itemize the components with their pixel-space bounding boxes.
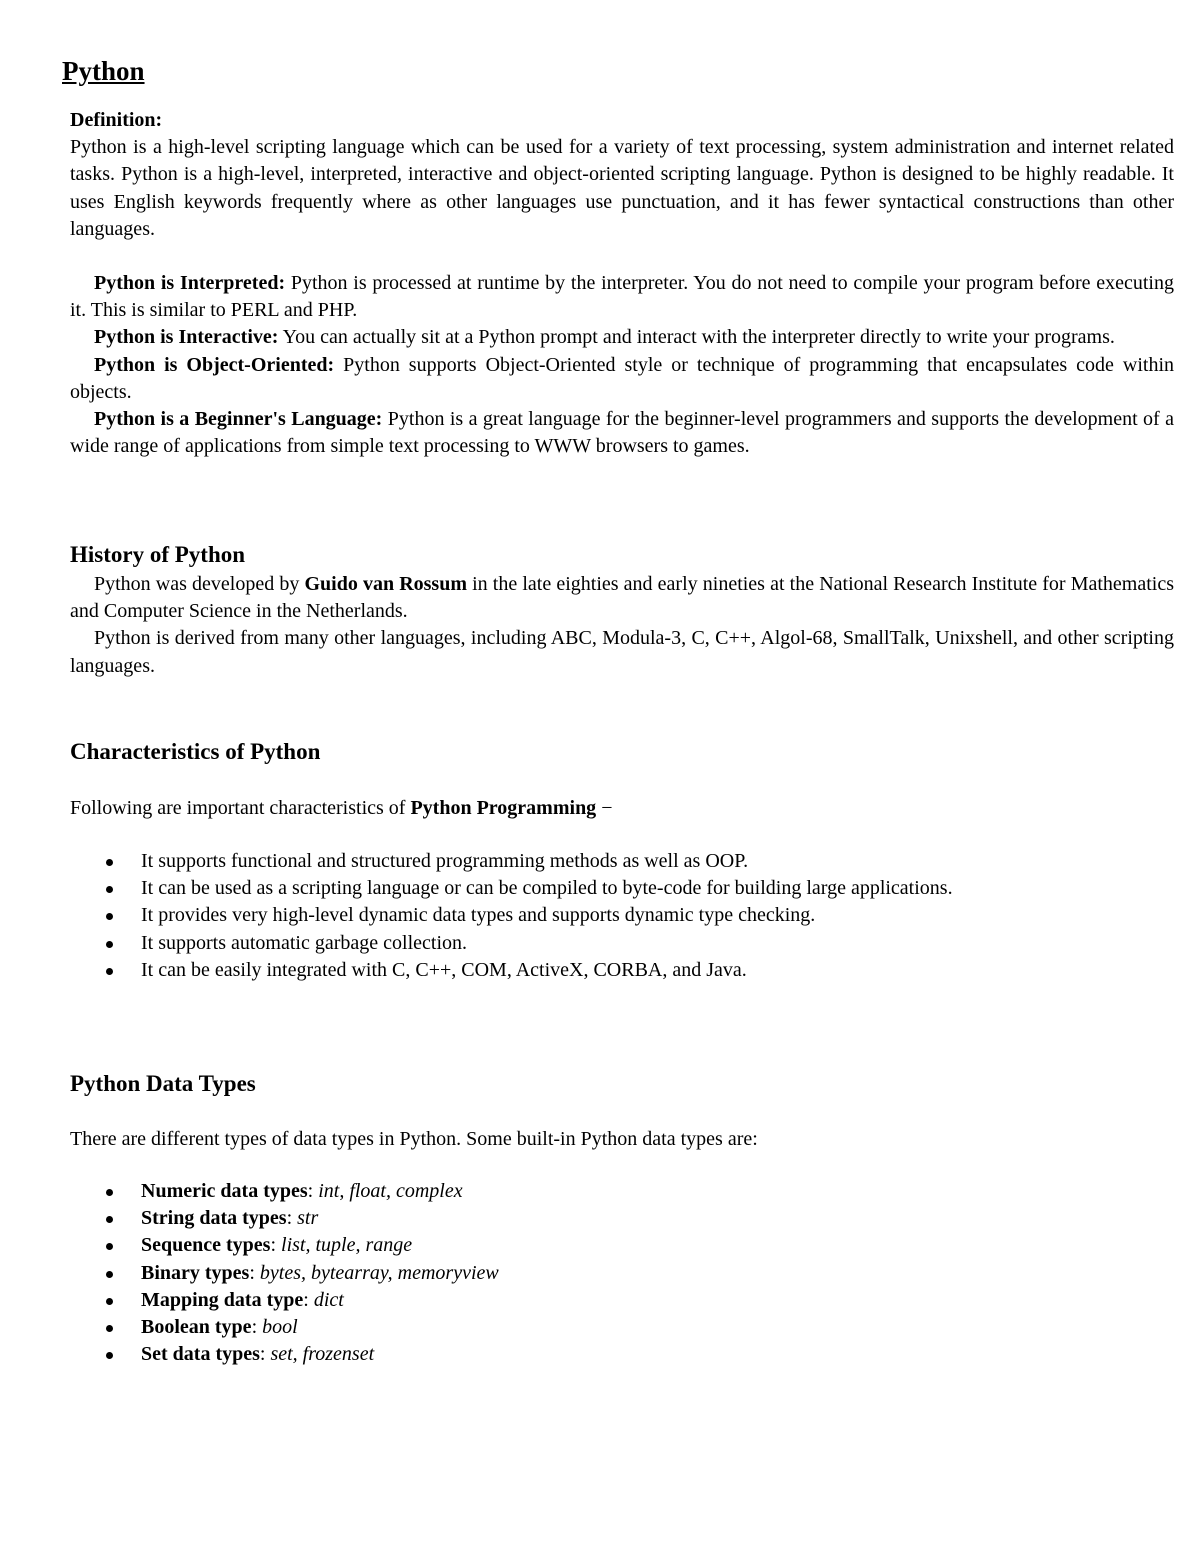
bullet-icon	[106, 1216, 113, 1223]
data-type-values: bytes, bytearray, memoryview	[259, 1261, 499, 1284]
data-types-intro: There are different types of data types in Python. Some built-in Python data types are:	[70, 1128, 758, 1150]
feature-item	[70, 324, 1174, 351]
feature-text: Python is a great language for the beginner-level programmers and supports the development of a wide range of applications from simple text processing to WWW browsers to games.	[70, 408, 1175, 458]
features-section	[70, 270, 1174, 460]
list-item-text: It can be used as a scripting language or can be compiled to byte-code for building large applications.	[141, 877, 953, 900]
data-type-label: Numeric data types	[141, 1180, 308, 1202]
bullet-icon	[106, 1298, 113, 1305]
bullet-icon	[106, 1271, 113, 1278]
data-type-values: list, tuple, range	[281, 1234, 413, 1257]
data-type-label: Sequence types	[141, 1234, 271, 1257]
data-type-sep: :	[249, 1261, 260, 1284]
feature-label: Python is Object-Oriented:	[94, 353, 335, 376]
bullet-icon	[106, 968, 113, 975]
page-title: Python	[62, 56, 145, 86]
feature-label: Python is Interpreted:	[94, 272, 286, 294]
list-item	[70, 1205, 1174, 1232]
feature-label: Python is a Beginner's Language:	[94, 408, 383, 431]
intro-dash: −	[596, 797, 613, 819]
definition-label: Definition:	[70, 109, 163, 131]
history-bold-name: Guido van Rossum	[304, 573, 467, 595]
data-type-sep: :	[286, 1207, 298, 1230]
bullet-icon	[106, 941, 113, 948]
bullet-icon	[106, 1325, 113, 1332]
list-item	[70, 1260, 1174, 1287]
data-type-sep: :	[270, 1234, 282, 1257]
data-type-values: int, float, complex	[318, 1180, 463, 1202]
list-item	[70, 1232, 1174, 1259]
bullet-icon	[106, 859, 113, 866]
history-text: Python was developed by	[94, 573, 305, 595]
list-item	[70, 1341, 1174, 1368]
feature-item	[70, 270, 1174, 324]
list-item-text: It provides very high-level dynamic data types and supports dynamic type checking.	[141, 904, 816, 927]
feature-text: Python supports Object-Oriented style or technique of programming that encapsulates code within objects.	[70, 353, 1174, 403]
history-section	[70, 571, 1174, 680]
bullet-icon	[106, 1352, 113, 1359]
data-type-sep: :	[303, 1288, 314, 1311]
characteristics-intro	[70, 795, 1174, 822]
definition-section	[70, 107, 1174, 243]
list-item	[70, 848, 1174, 875]
list-item-text: It supports automatic garbage collection.	[141, 931, 468, 954]
data-types-heading: Python Data Types	[70, 1071, 256, 1096]
bullet-icon	[106, 1189, 113, 1196]
data-type-values: set, frozenset	[270, 1343, 375, 1366]
list-item	[70, 1314, 1174, 1341]
list-item	[70, 957, 1174, 984]
feature-text: You can actually sit at a Python prompt and interact with the interpreter directly to write your programs.	[278, 326, 1115, 349]
intro-text: Following are important characteristics of	[70, 797, 411, 819]
feature-item	[70, 406, 1174, 460]
history-paragraph	[70, 571, 1174, 625]
data-type-sep: :	[251, 1316, 263, 1339]
data-type-label: String data types	[141, 1207, 287, 1230]
feature-label: Python is Interactive:	[94, 326, 279, 349]
characteristics-heading: Characteristics of Python	[70, 739, 321, 764]
list-item-text: It can be easily integrated with C, C++, COM, ActiveX, CORBA, and Java.	[141, 958, 747, 981]
data-type-values: bool	[262, 1316, 298, 1339]
feature-text: Python is processed at runtime by the interpreter. You do not need to compile your program before executing it. This is similar to PERL and PHP.	[70, 272, 1174, 322]
data-type-label: Boolean type	[141, 1316, 252, 1339]
data-type-values: dict	[313, 1288, 344, 1311]
history-text: in the late eighties and early nineties at the National Research Institute for Mathematics and Computer Science in the Netherlands.	[70, 573, 1175, 623]
history-paragraph: Python is derived from many other languages, including ABC, Modula-3, C, C++, Algol-68, SmallTalk, Unixshell, and other scripting languages.	[70, 627, 1174, 677]
list-item	[70, 1178, 1174, 1205]
feature-item	[70, 352, 1174, 406]
definition-text: Python is a high-level scripting language which can be used for a variety of text processing, system administration and internet related tasks. Python is a high-level, interpreted, interactive and object-oriented scripting language. Python is designed to be highly readable. It uses English keywords frequently where as other languages use punctuation, and it has fewer syntactical constructions than other languages.	[70, 136, 1174, 240]
bullet-icon	[106, 1243, 113, 1250]
list-item	[70, 902, 1174, 929]
intro-bold: Python Programming	[410, 797, 597, 819]
data-type-sep: :	[307, 1180, 319, 1202]
data-type-values: str	[297, 1207, 319, 1230]
data-types-list	[70, 1178, 1174, 1368]
characteristics-list	[70, 848, 1174, 984]
data-type-label: Binary types	[141, 1261, 250, 1284]
data-type-sep: :	[259, 1343, 271, 1366]
data-type-label: Mapping data type	[141, 1288, 304, 1311]
bullet-icon	[106, 913, 113, 920]
list-item-text: It supports functional and structured programming methods as well as OOP.	[141, 850, 749, 872]
bullet-icon	[106, 886, 113, 893]
data-type-label: Set data types	[141, 1343, 260, 1366]
history-heading: History of Python	[70, 542, 246, 567]
list-item	[70, 875, 1174, 902]
list-item	[70, 930, 1174, 957]
list-item	[70, 1287, 1174, 1314]
